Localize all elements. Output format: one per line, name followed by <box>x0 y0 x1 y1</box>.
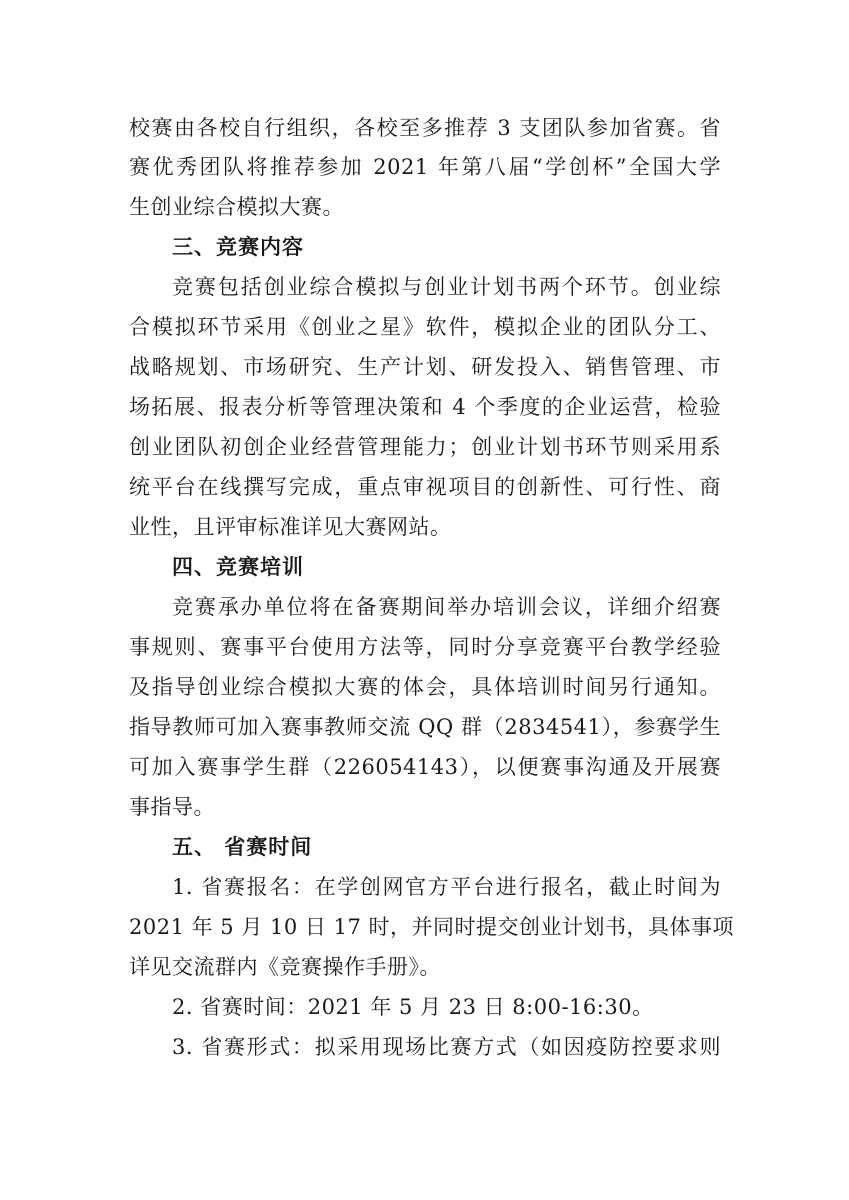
text-line: 战略规划、市场研究、生产计划、研发投入、销售管理、市 <box>129 355 721 379</box>
text-line: 赛优秀团队将推荐参加 2021 年第八届“学创杯”全国大学 <box>129 155 721 179</box>
section-heading-provincial-schedule: 五、 省赛时间 <box>172 834 313 859</box>
text-line: 竞赛包括创业综合模拟与创业计划书两个环节。创业综 <box>172 275 721 299</box>
text-line: 可加入赛事学生群（226054143），以便赛事沟通及开展赛 <box>129 755 721 779</box>
text-line: 业性，且评审标准详见大赛网站。 <box>129 515 452 539</box>
text-line: 场拓展、报表分析等管理决策和 4 个季度的企业运营，检验 <box>129 395 721 419</box>
section-heading-contest-training: 四、竞赛培训 <box>172 554 304 579</box>
text-line: 2. 省赛时间：2021 年 5 月 23 日 8:00-16:30。 <box>172 995 654 1019</box>
text-line: 详见交流群内《竞赛操作手册》。 <box>129 955 441 979</box>
section-heading-contest-content: 三、竞赛内容 <box>172 234 304 259</box>
text-line: 竞赛承办单位将在备赛期间举办培训会议，详细介绍赛 <box>172 595 721 619</box>
text-line: 事规则、赛事平台使用方法等，同时分享竞赛平台教学经验 <box>129 635 721 659</box>
text-line: 校赛由各校自行组织，各校至多推荐 3 支团队参加省赛。省 <box>129 116 721 140</box>
text-line: 指导教师可加入赛事教师交流 QQ 群（2834541），参赛学生 <box>129 715 721 739</box>
text-line: 及指导创业综合模拟大赛的体会，具体培训时间另行通知。 <box>129 675 721 699</box>
text-line: 事指导。 <box>129 795 215 819</box>
text-line: 2021 年 5 月 10 日 17 时，并同时提交创业计划书，具体事项 <box>129 915 734 939</box>
text-line: 合模拟环节采用《创业之星》软件，模拟企业的团队分工、 <box>129 315 721 339</box>
text-line: 创业团队初创企业经营管理能力；创业计划书环节则采用系 <box>129 435 721 459</box>
text-line: 3. 省赛形式：拟采用现场比赛方式（如因疫防控要求则 <box>172 1035 721 1059</box>
text-line: 1. 省赛报名：在学创网官方平台进行报名，截止时间为 <box>172 875 721 899</box>
text-line: 生创业综合模拟大赛。 <box>129 195 344 219</box>
text-line: 统平台在线撰写完成，重点审视项目的创新性、可行性、商 <box>129 475 721 499</box>
